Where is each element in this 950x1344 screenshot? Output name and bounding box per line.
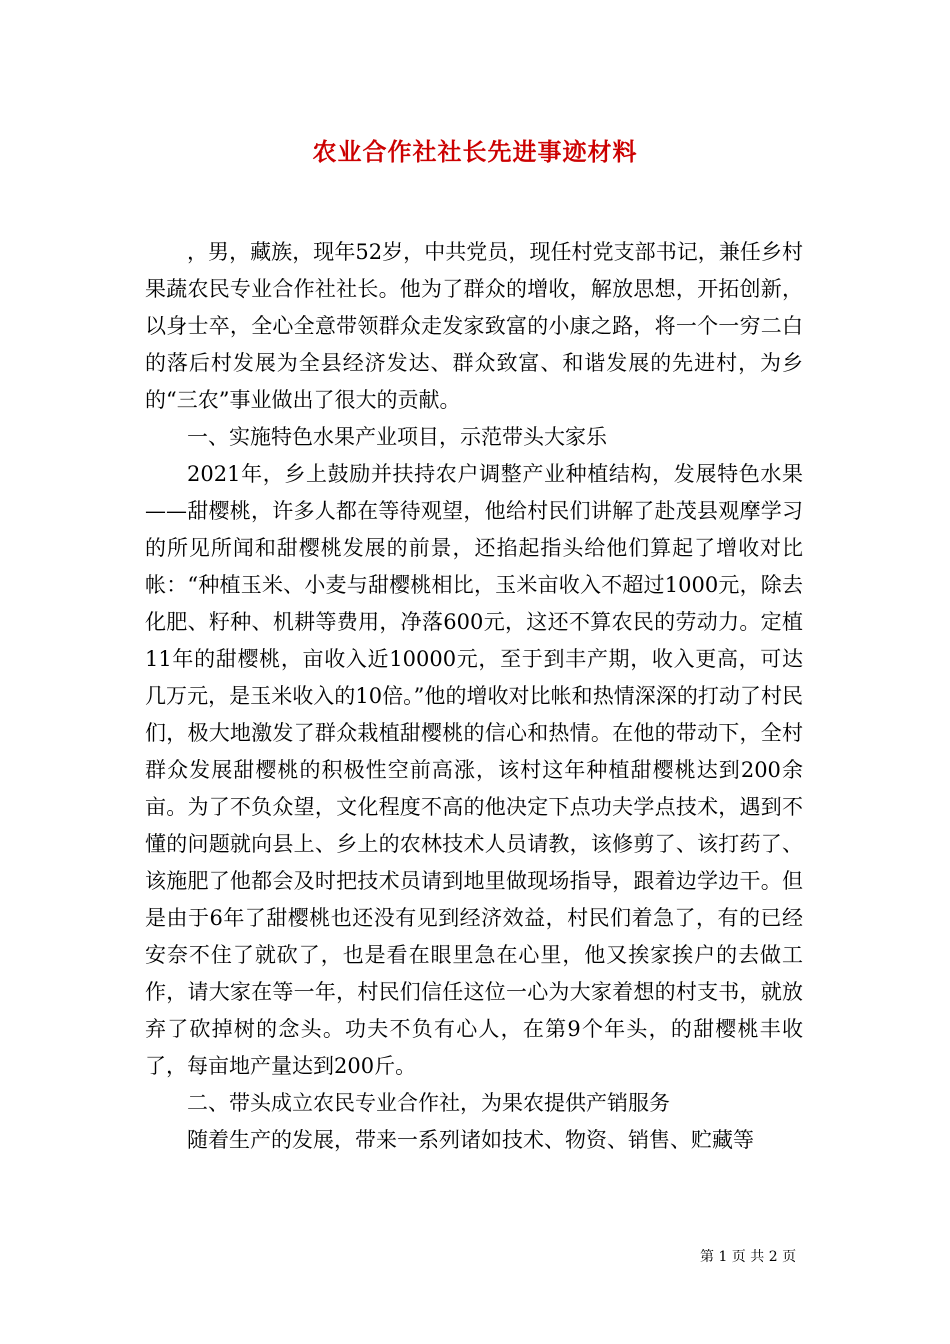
section-heading-1: 一、实施特色水果产业项目，示范带头大家乐 (187, 425, 607, 449)
section-heading-2: 二、带头成立农民专业合作社，为果农提供产销服务 (187, 1091, 670, 1115)
section-1-paragraph: 2021年，乡上鼓励并扶持农户调整产业种植结构，发展特色水果——甜樱桃，许多人都在等待观望，他给村民们讲解了赴茂县观摩学习的所见所闻和甜樱桃发展的前景，还掐起指头给他们算起了增收对比帐：“种植玉米、小麦与甜樱桃相比，玉米亩收入不超过1000元，除去化肥、籽种、机耕等费用，净落600元，这还不算农民的劳动力。定植11年的甜樱桃，亩收入近10000元，至于到丰产期，收入更高，可达几万元，是玉米收入的10倍。”他的增收对比帐和热情深深的打动了村民们，极大地激发了群众栽植甜樱桃的信心和热情。在他的带动下，全村群众发展甜樱桃的积极性空前高涨，该村这年种植甜樱桃达到200余亩。为了不负众望，文化程度不高的他决定下点功夫学点技术，遇到不懂的问题就向县上、乡上的农林技术人员请教，该修剪了、该打药了、该施肥了他都会及时把技术员请到地里做现场指导，跟着边学边干。但是由于6年了甜樱桃也还没有见到经济效益，村民们着急了，有的已经安奈不住了就砍了，也是看在眼里急在心里，他又挨家挨户的去做工作，请大家在等一年，村民们信任这位一心为大家着想的村支书，就放弃了砍掉树的念头。功夫不负有心人，在第9个年头，的甜樱桃丰收了，每亩地产量达到200斤。 (145, 462, 803, 1078)
section-2-paragraph: 随着生产的发展，带来一系列诸如技术、物资、销售、贮藏等 (187, 1128, 754, 1152)
page-number: 第 1 页 共 2 页 (700, 1249, 797, 1265)
intro-paragraph: ，男，藏族，现年52岁，中共党员，现任村党支部书记，兼任乡村果蔬农民专业合作社社长。他为了群众的增收，解放思想，开拓创新，以身士卒，全心全意带领群众走发家致富的小康之路，将一个一穷二白的落后村发展为全县经济发达、群众致富、和谐发展的先进村，为乡的“三农”事业做出了很大的贡献。 (145, 240, 803, 412)
document-title: 农业合作社社长先进事迹材料 (312, 137, 638, 166)
document-body (145, 234, 803, 1159)
